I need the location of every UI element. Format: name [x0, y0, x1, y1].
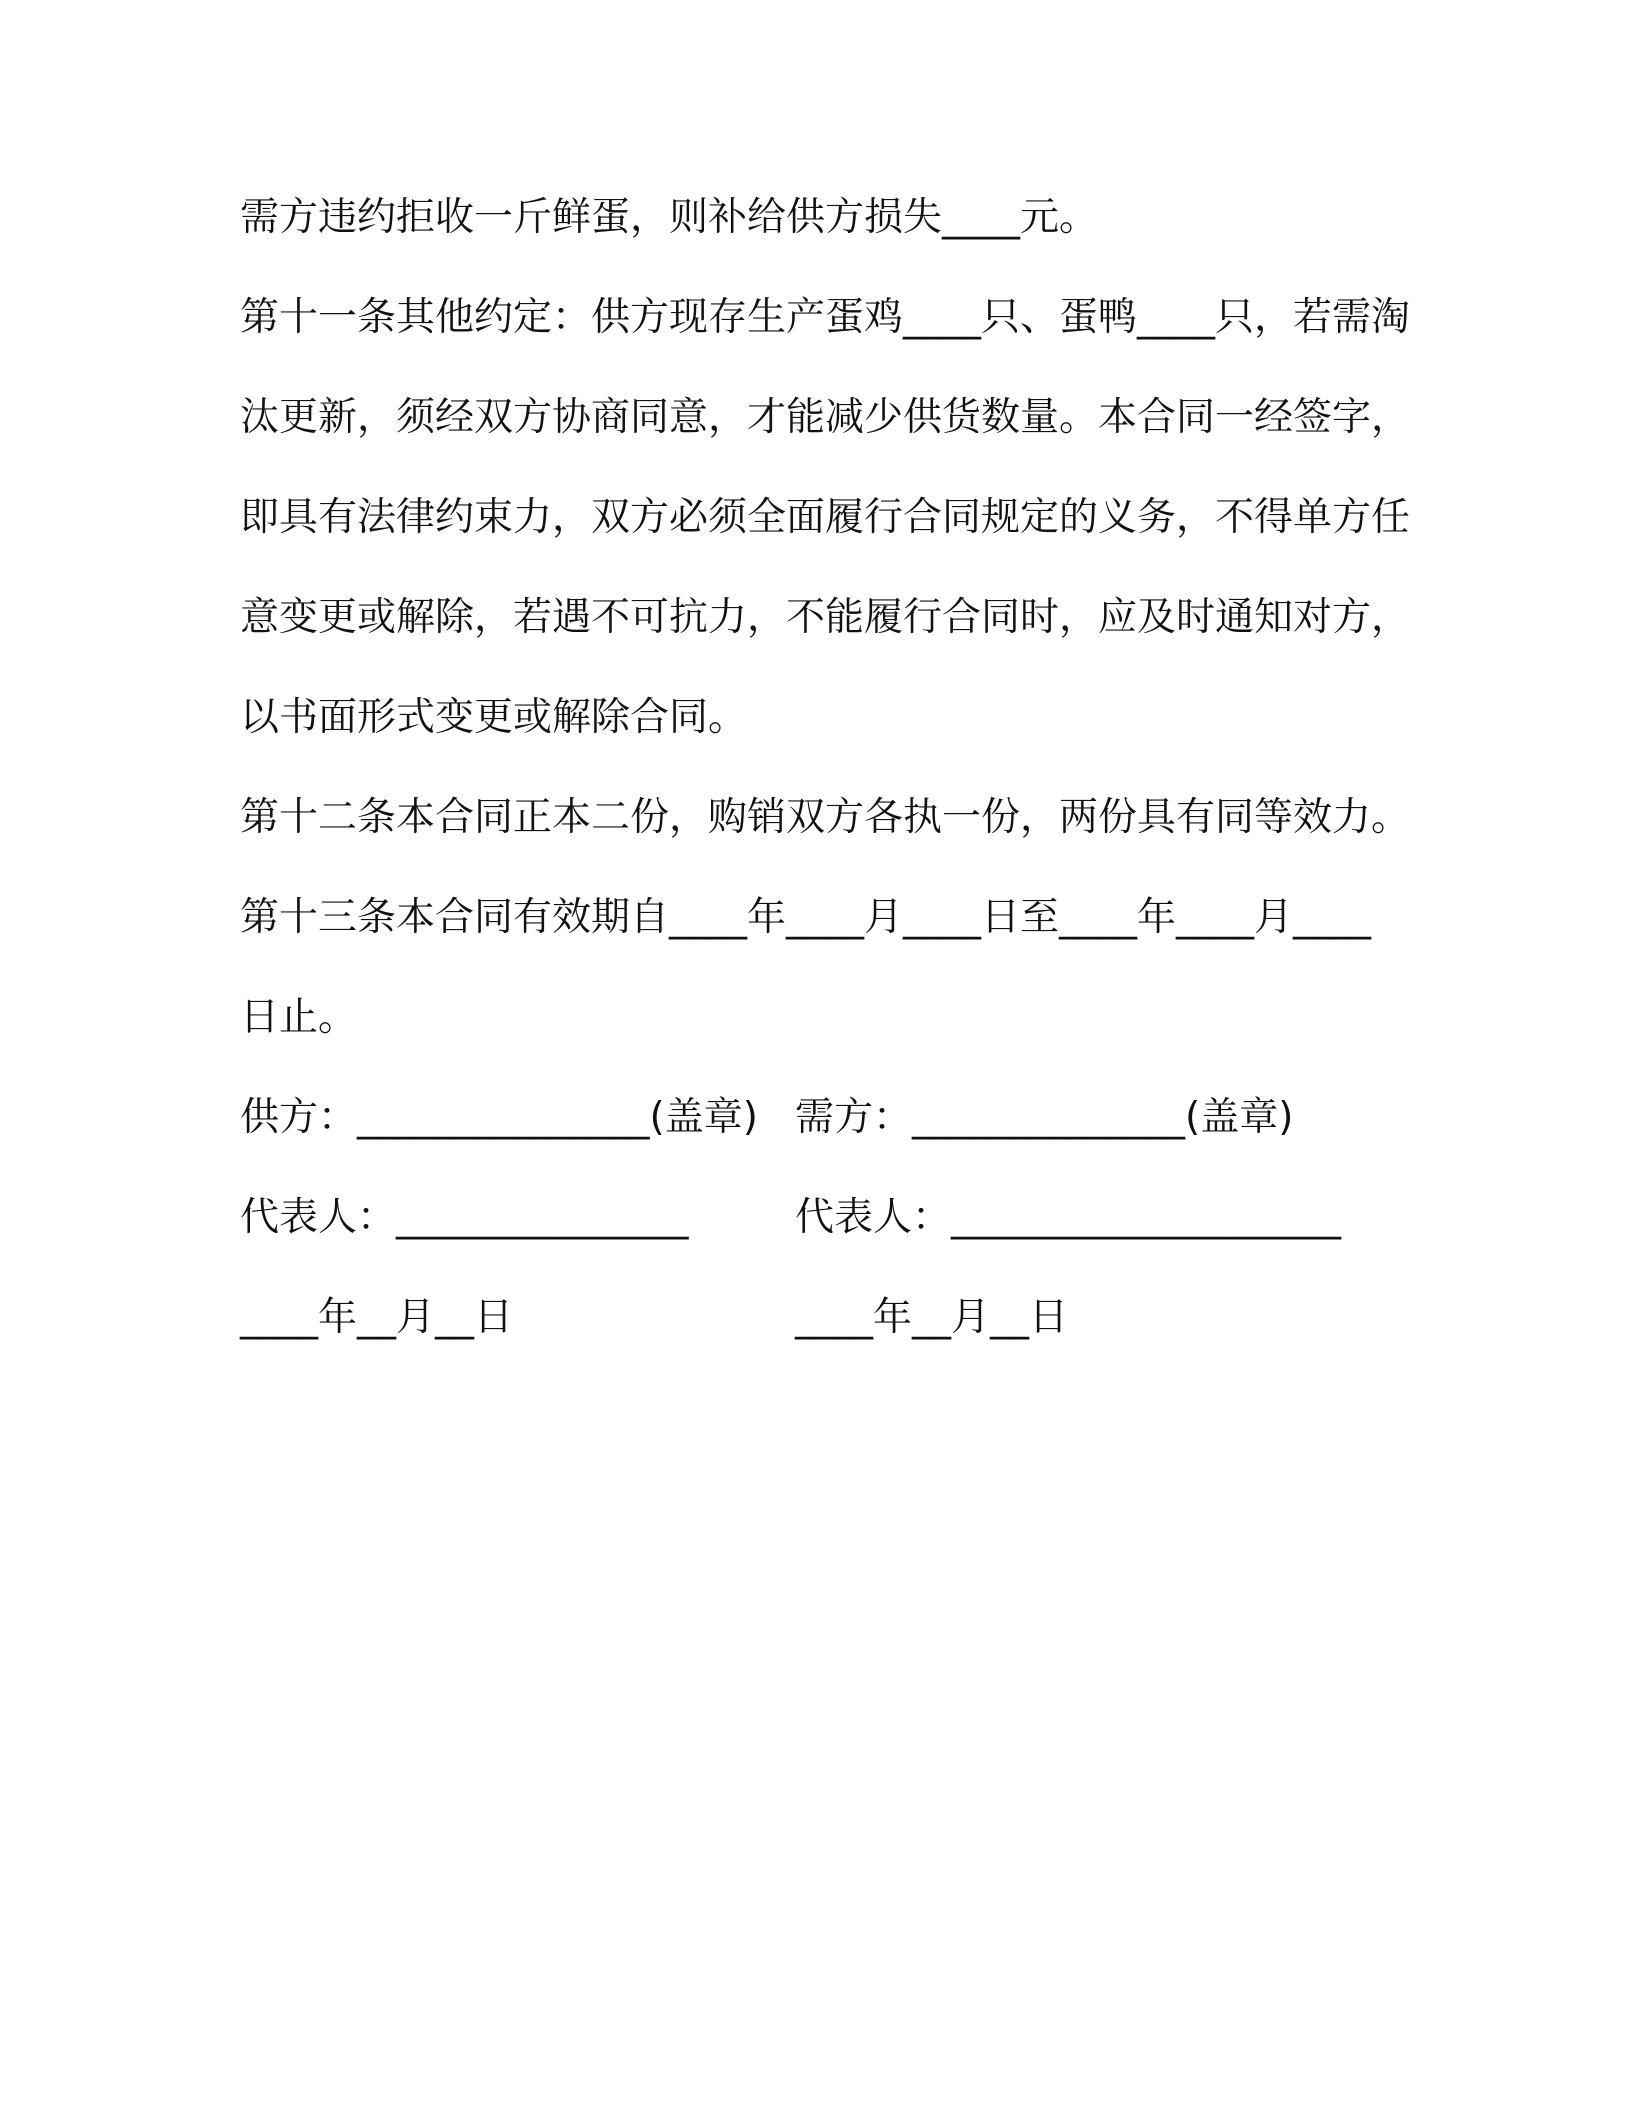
- clause-12: 第十二条本合同正本二份，购销双方各执一份，两份具有同等效力。: [240, 795, 1411, 840]
- supplier-date-line: ____年__月__日: [240, 1295, 514, 1340]
- clause-11-line-5: 以书面形式变更或解除合同。: [240, 695, 748, 740]
- clause-10-tail: 需方违约拒收一斤鲜蛋，则补给供方损失____元。: [240, 195, 1099, 240]
- supplier-representative-line: 代表人：_______________: [240, 1195, 689, 1240]
- clause-11-line-2: 汰更新，须经双方协商同意，才能减少供货数量。本合同一经签字，: [240, 395, 1411, 440]
- clause-13-line-1: 第十三条本合同有效期自____年____月____日至____年____月____: [240, 895, 1372, 940]
- clause-11-line-4: 意变更或解除，若遇不可抗力，不能履行合同时，应及时通知对方，: [240, 595, 1411, 640]
- buyer-seal-line: 需方：______________(盖章): [795, 1095, 1294, 1140]
- clause-11-line-3: 即具有法律约束力，双方必须全面履行合同规定的义务，不得单方任: [240, 495, 1411, 540]
- supplier-seal-line: 供方：_______________(盖章): [240, 1095, 758, 1140]
- clause-11-line-1: 第十一条其他约定：供方现存生产蛋鸡____只、蛋鸭____只，若需淘: [240, 295, 1411, 340]
- clause-13-line-2: 日止。: [240, 995, 358, 1040]
- buyer-representative-line: 代表人：____________________: [795, 1195, 1342, 1240]
- buyer-date-line: ____年__月__日: [795, 1295, 1069, 1340]
